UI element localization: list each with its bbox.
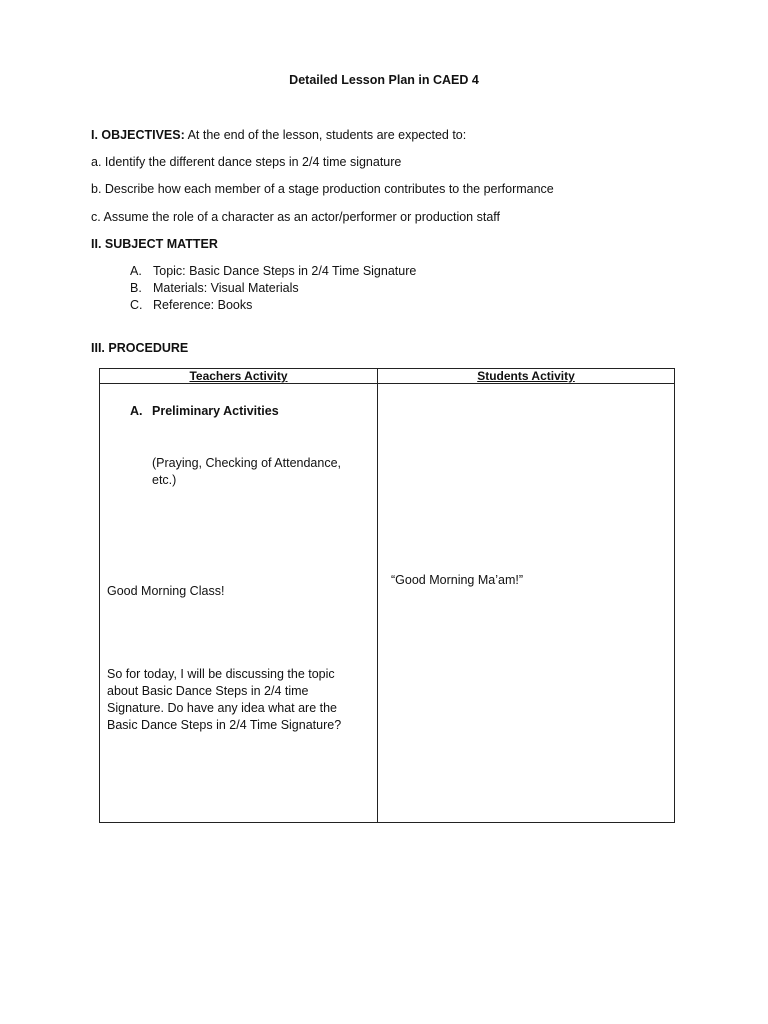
table-header-students — [378, 369, 675, 384]
table-row — [100, 384, 675, 823]
section-title: Preliminary Activities — [152, 404, 279, 418]
objective-item-c: c. Assume the role of a character as an actor/performer or production staff — [91, 210, 500, 224]
student-greeting-reply: “Good Morning Ma’am!” — [391, 573, 523, 587]
subject-item-letter: B. — [130, 281, 142, 295]
teacher-activity-cell — [100, 384, 378, 823]
procedure-heading: III. PROCEDURE — [91, 341, 189, 355]
procedure-table — [99, 368, 675, 823]
section-letter: A. — [130, 404, 143, 418]
preliminary-note-line2: etc.) — [152, 473, 177, 487]
subject-item-letter: C. — [130, 298, 143, 312]
objectives-line — [91, 128, 466, 142]
objective-item-b: b. Describe how each member of a stage production contributes to the performance — [91, 182, 554, 196]
discussion-line: So for today, I will be discussing the topic — [107, 667, 335, 681]
discussion-line: about Basic Dance Steps in 2/4 time — [107, 684, 309, 698]
subject-item-text: Reference: Books — [153, 298, 253, 312]
teachers-activity-header: Teachers Activity — [189, 369, 288, 383]
subject-item-text: Materials: Visual Materials — [153, 281, 299, 295]
preliminary-note-line1: (Praying, Checking of Attendance, — [152, 456, 342, 470]
subject-item-text: Topic: Basic Dance Steps in 2/4 Time Signature — [153, 264, 417, 278]
discussion-line: Signature. Do have any idea what are the — [107, 701, 338, 715]
table-header-teachers — [100, 369, 378, 384]
document-title: Detailed Lesson Plan in CAED 4 — [289, 73, 479, 87]
table-header-row — [100, 369, 675, 384]
student-activity-cell — [378, 384, 675, 823]
subject-matter-heading: II. SUBJECT MATTER — [91, 237, 218, 251]
subject-item-letter: A. — [130, 264, 142, 278]
students-activity-header: Students Activity — [477, 369, 575, 383]
objectives-intro: At the end of the lesson, students are expected to: — [184, 128, 467, 142]
teacher-greeting: Good Morning Class! — [107, 584, 225, 598]
discussion-line: Basic Dance Steps in 2/4 Time Signature? — [107, 718, 342, 732]
objectives-heading: I. OBJECTIVES: — [91, 128, 185, 142]
teacher-discussion — [107, 666, 341, 734]
objective-item-a: a. Identify the different dance steps in 2/4 time signature — [91, 155, 402, 169]
